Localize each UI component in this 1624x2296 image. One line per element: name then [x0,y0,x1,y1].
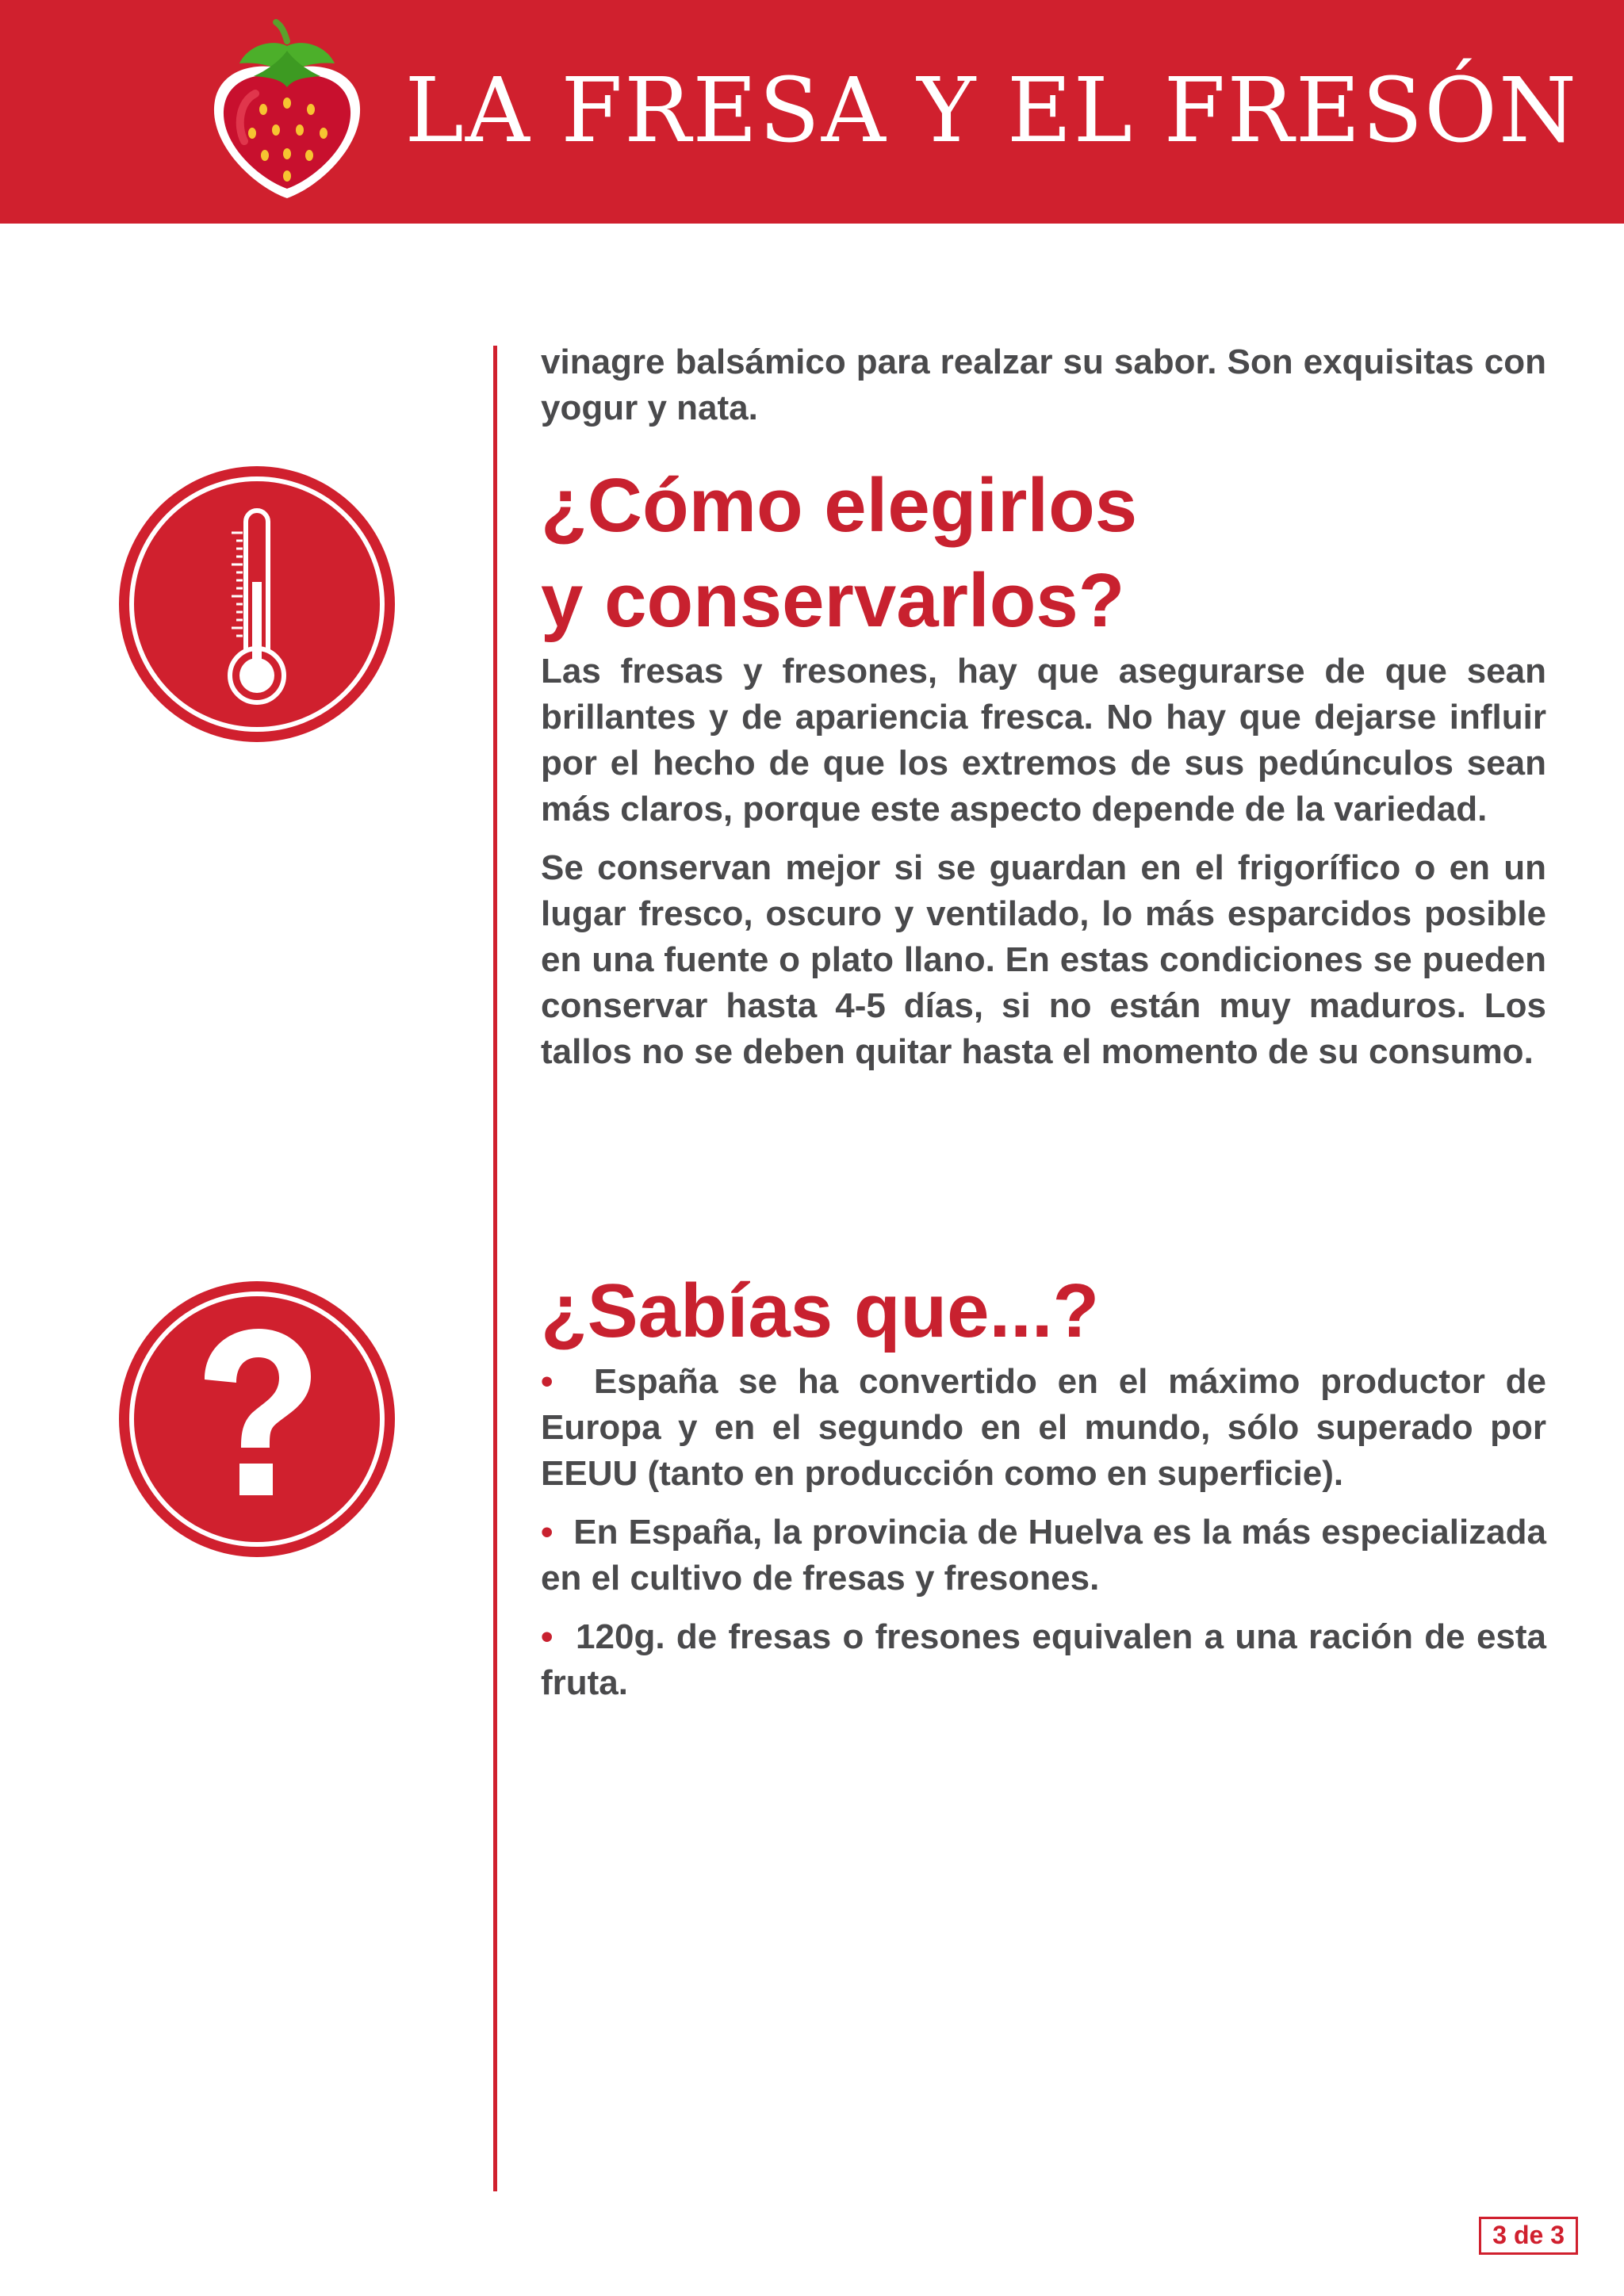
storage-section [541,458,1546,1075]
intro-block [541,339,1546,431]
facts-section-title: ¿Sabías que...? [541,1269,1100,1353]
vertical-divider [493,346,497,2191]
thermometer-icon [116,463,398,745]
document-title: LA FRESA Y EL FRESÓN [404,59,1578,163]
storage-title-line1: ¿Cómo elegirlos [541,463,1138,548]
question-mark-icon [116,1278,398,1560]
bullet-icon: • [541,1513,553,1552]
storage-paragraph-2: Se conservan mejor si se guardan en el frigorífico o en un lugar fresco, oscuro y ventilado, lo más esparcidos posible en una fuente o plato llano. En estas condiciones se pueden conservar hasta 4-5 días, si no están muy maduros. Los tallos no se deben quitar hasta el momento de su consumo. [541,848,1546,1071]
storage-title-line2: y conservarlos? [541,558,1125,643]
fact-item [541,1510,1546,1601]
page-number: 3 de 3 [1479,2217,1578,2255]
page-header [0,0,1624,224]
storage-paragraph-1: Las fresas y fresones, hay que asegurarse de que sean brillantes y de apariencia fresca. No hay que dejarse influir por el hecho de que los extremos de sus pedúnculos sean más claros, porque este aspecto depende de la variedad. [541,652,1546,828]
fact-text: 120g. de fresas o fresones equivalen a una ración de esta fruta. [541,1617,1547,1702]
bullet-icon: • [541,1362,553,1401]
facts-section [541,1264,1546,1706]
fact-item [541,1359,1546,1497]
fact-text: España se ha convertido en el máximo productor de Europa y en el segundo en el mundo, sólo superado por EEUU (tanto en producción como en superficie). [541,1362,1547,1493]
storage-section-title [541,458,1546,649]
bullet-icon: • [541,1617,553,1656]
intro-paragraph: vinagre balsámico para realzar su sabor. Son exquisitas con yogur y nata. [541,342,1546,427]
fact-text: En España, la provincia de Huelva es la más especializada en el cultivo de fresas y fresones. [541,1513,1547,1598]
fact-item [541,1614,1546,1706]
